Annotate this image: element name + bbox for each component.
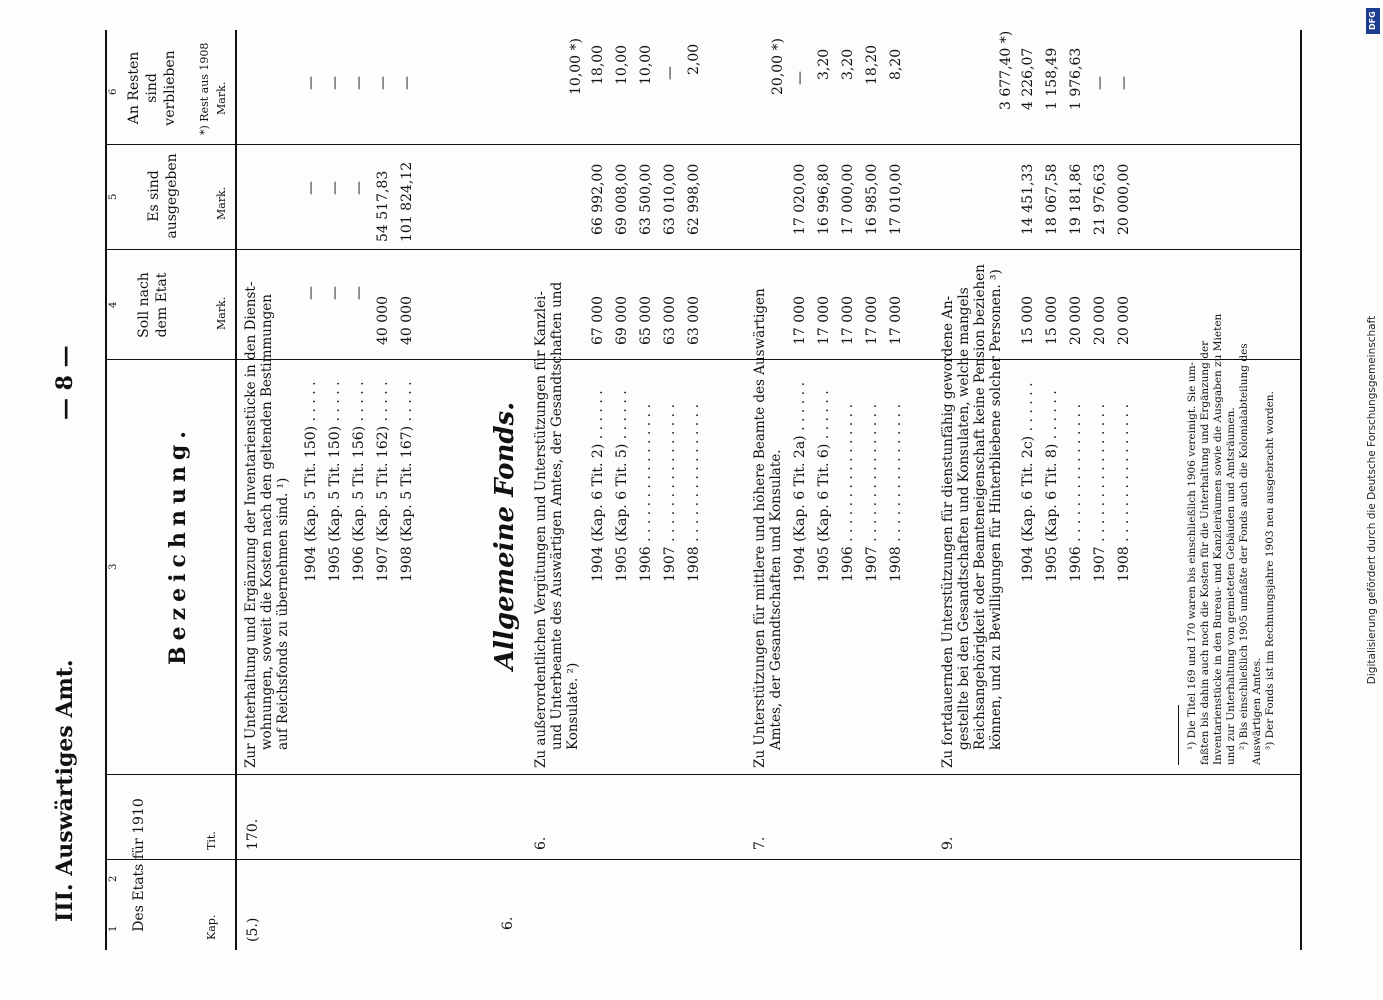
block3-row5-aus: 17 010,00 bbox=[888, 163, 904, 235]
block1-row3-label: 1906 (Kap. 5 Tit. 156) . . . . . bbox=[351, 381, 367, 582]
block4-row5-soll: 20 000 bbox=[1116, 296, 1132, 345]
block4-row5-label: 1908 . . . . . . . . . . . . . . . . bbox=[1116, 403, 1132, 582]
block3-row1-aus: 17 020,00 bbox=[792, 163, 808, 235]
block1-row5-rest: — bbox=[399, 76, 415, 90]
header-ausgegeben: Es sind ausgegeben bbox=[146, 153, 180, 239]
block3-row5-label: 1908 . . . . . . . . . . . . . . . . bbox=[888, 403, 904, 582]
block3-row3-rest: 3,20 bbox=[840, 48, 856, 80]
page-number: — 8 — bbox=[52, 345, 78, 420]
top-rule bbox=[105, 30, 107, 950]
block4-row3-aus: 19 181,86 bbox=[1068, 163, 1084, 235]
block2-row2-rest: 10,00 bbox=[614, 44, 630, 85]
block2-row1-soll: 67 000 bbox=[590, 296, 606, 345]
block3-row5-rest: 8,20 bbox=[888, 48, 904, 80]
block2-row4-rest: — bbox=[662, 66, 678, 80]
block2-desc-1: Zu außerordentlichen Vergütungen und Unterstützungen für Kanzlei- bbox=[533, 291, 549, 768]
block2-kap: 6. bbox=[500, 916, 516, 930]
divider-col1 bbox=[105, 859, 1300, 860]
block2-rest-pre: 10,00 *) bbox=[568, 38, 584, 95]
block2-row5-aus: 62 998,00 bbox=[686, 163, 702, 235]
block2-row5-rest: 2,00 bbox=[686, 43, 702, 75]
header-etats: Des Etats für 1910 bbox=[131, 798, 147, 932]
block4-row3-soll: 20 000 bbox=[1068, 296, 1084, 345]
divider-col5 bbox=[105, 144, 1300, 145]
col-number-5: 5 bbox=[108, 193, 119, 200]
block3-row4-rest: 18,20 bbox=[864, 44, 880, 85]
block4-row4-rest: — bbox=[1092, 76, 1108, 90]
footnote-rule bbox=[1178, 705, 1179, 765]
divider-col4 bbox=[105, 249, 1300, 250]
footnote-1: ¹) Die Titel 169 und 170 waren bis einschließlich 1906 vereinigt. Sie um- bbox=[1186, 361, 1198, 750]
header-resten: An Resten sind verblieben bbox=[126, 50, 178, 126]
block1-row5-soll: 40 000 bbox=[399, 296, 415, 345]
block1-desc-1: Zur Unterhaltung und Ergänzung der Inventarienstücke in den Dienst- bbox=[243, 281, 259, 768]
block1-row5-aus: 101 824,12 bbox=[399, 161, 415, 242]
header-kap: Kap. bbox=[205, 914, 218, 940]
block2-row2-label: 1905 (Kap. 6 Tit. 5) . . . . . . bbox=[614, 390, 630, 582]
block1-row2-soll: — bbox=[327, 286, 343, 300]
block4-row4-label: 1907 . . . . . . . . . . . . . . . . bbox=[1092, 403, 1108, 582]
col-number-6: 6 bbox=[108, 88, 119, 95]
block3-row4-label: 1907 . . . . . . . . . . . . . . . . bbox=[864, 403, 880, 582]
block4-row2-aus: 18 067,58 bbox=[1044, 163, 1060, 235]
block3-row3-soll: 17 000 bbox=[840, 296, 856, 345]
block1-row3-aus: — bbox=[351, 181, 367, 195]
block4-row5-rest: — bbox=[1116, 76, 1132, 90]
block3-tit: 7. bbox=[752, 836, 768, 850]
block2-title: Allgemeine Fonds. bbox=[490, 401, 520, 670]
col-number-2: 2 bbox=[108, 875, 119, 882]
block2-row5-label: 1908 . . . . . . . . . . . . . . . . bbox=[686, 403, 702, 582]
block3-row2-rest: 3,20 bbox=[816, 48, 832, 80]
block3-row1-rest: — bbox=[792, 71, 808, 85]
block3-row2-label: 1905 (Kap. 6 Tit. 6) . . . . . . bbox=[816, 390, 832, 582]
block4-row1-label: 1904 (Kap. 6 Tit. 2c) . . . . . . bbox=[1020, 382, 1036, 582]
block2-row3-label: 1906 . . . . . . . . . . . . . . . . bbox=[638, 403, 654, 582]
footnote-1b: faßten bis dahin auch noch die Kosten für die Unterhaltung und Ergänzung der bbox=[1199, 340, 1211, 765]
block1-row1-label: 1904 (Kap. 5 Tit. 150) . . . . . bbox=[303, 381, 319, 582]
divider-col3 bbox=[105, 359, 1300, 360]
block1-row2-rest: — bbox=[327, 76, 343, 90]
block4-desc-2: gestellte bei den Gesandtschaften und Konsulaten, welche mangels bbox=[956, 287, 972, 750]
block3-desc-2: Amtes, der Gesandtschaften und Konsulate. bbox=[768, 449, 784, 750]
block4-row2-label: 1905 (Kap. 6 Tit. 8) . . . . . . bbox=[1044, 390, 1060, 582]
block2-row4-soll: 63 000 bbox=[662, 296, 678, 345]
block1-row4-soll: 40 000 bbox=[375, 296, 391, 345]
block2-row2-soll: 69 000 bbox=[614, 296, 630, 345]
block4-tit: 9. bbox=[940, 836, 956, 850]
block1-row1-soll: — bbox=[303, 286, 319, 300]
block3-row3-label: 1906 . . . . . . . . . . . . . . . . bbox=[840, 403, 856, 582]
block2-row3-aus: 63 500,00 bbox=[638, 163, 654, 235]
divider-col2 bbox=[105, 774, 1300, 775]
block1-row5-label: 1908 (Kap. 5 Tit. 167) . . . . . bbox=[399, 381, 415, 582]
block1-row2-label: 1905 (Kap. 5 Tit. 150) . . . . . bbox=[327, 381, 343, 582]
block2-row1-aus: 66 992,00 bbox=[590, 163, 606, 235]
col-number-4: 4 bbox=[108, 301, 119, 308]
block3-row2-aus: 16 996,80 bbox=[816, 163, 832, 235]
block1-desc-2: wohnungen, soweit die Kosten nach den geltenden Bestimmungen bbox=[259, 294, 275, 750]
block1-desc-3: auf Reichsfonds zu übernehmen sind. ¹) bbox=[275, 477, 291, 750]
block1-row1-aus: — bbox=[303, 181, 319, 195]
block1-row3-rest: — bbox=[351, 76, 367, 90]
block4-desc-3: Reichsangehörigkeit oder Beamteneigenschaft keine Pension beziehen bbox=[972, 264, 988, 750]
block2-row2-aus: 69 008,00 bbox=[614, 163, 630, 235]
block2-row5-soll: 63 000 bbox=[686, 296, 702, 345]
footnote-1c: Inventarienstücke in den Bureau- und Kanzleiräumen sowie die Ausgaben zu Mieten bbox=[1212, 313, 1224, 765]
block4-desc-1: Zu fortdauernden Unterstützungen für dienstunfähig gewordene An- bbox=[940, 295, 956, 768]
block1-row3-soll: — bbox=[351, 286, 367, 300]
block2-row1-label: 1904 (Kap. 6 Tit. 2) . . . . . . bbox=[590, 390, 606, 582]
block3-row3-aus: 17 000,00 bbox=[840, 163, 856, 235]
block2-row4-label: 1907 . . . . . . . . . . . . . . . . bbox=[662, 403, 678, 582]
block3-row1-soll: 17 000 bbox=[792, 296, 808, 345]
block2-desc-3: Konsulate. ²) bbox=[565, 662, 581, 750]
block2-tit: 6. bbox=[533, 836, 549, 850]
block1-row4-rest: — bbox=[375, 76, 391, 90]
block4-rest-pre: 3 677,40 *) bbox=[998, 30, 1014, 110]
block3-row4-aus: 16 985,00 bbox=[864, 163, 880, 235]
header-soll: Soll nach dem Etat bbox=[136, 272, 170, 338]
block4-row4-aus: 21 976,63 bbox=[1092, 163, 1108, 235]
block2-row4-aus: 63 010,00 bbox=[662, 163, 678, 235]
block3-row1-label: 1904 (Kap. 6 Tit. 2a) . . . . . . bbox=[792, 381, 808, 582]
block4-row5-aus: 20 000,00 bbox=[1116, 163, 1132, 235]
block2-row3-soll: 65 000 bbox=[638, 296, 654, 345]
block1-row4-aus: 54 517,83 bbox=[375, 170, 391, 242]
block3-row2-soll: 17 000 bbox=[816, 296, 832, 345]
block4-row1-aus: 14 451,33 bbox=[1020, 163, 1036, 235]
block4-row3-label: 1906 . . . . . . . . . . . . . . . . bbox=[1068, 403, 1084, 582]
header-mark-6: Mark. bbox=[215, 81, 228, 115]
block4-row3-rest: 1 976,63 bbox=[1068, 47, 1084, 110]
footnote-3: ³) Der Fonds ist im Rechnungsjahre 1903 neu ausgebracht worden. bbox=[1264, 391, 1276, 750]
block1-kap: (5.) bbox=[245, 917, 261, 942]
block3-rest-pre: 20,00 *) bbox=[770, 38, 786, 95]
block3-desc-1: Zu Unterstützungen für mittlere und höhere Beamte des Auswärtigen bbox=[752, 288, 768, 768]
bottom-rule bbox=[1300, 30, 1302, 950]
col-number-3: 3 bbox=[108, 563, 119, 570]
block2-desc-2: und Unterbeamte des Auswärtigen Amtes, der Gesandtschaften und bbox=[549, 281, 565, 750]
header-rule bbox=[235, 30, 237, 950]
header-tit: Tit. bbox=[205, 831, 218, 850]
digitization-credit: Digitalisierung gefördert durch die Deutsche Forschungsgemeinschaft bbox=[1366, 315, 1378, 685]
block1-row4-label: 1907 (Kap. 5 Tit. 162) . . . . . bbox=[375, 381, 391, 582]
footnote-2: ²) Bis einschließlich 1905 umfaßte der Fonds auch die Kolonialabteilung des bbox=[1238, 343, 1250, 750]
block4-row1-rest: 4 226,07 bbox=[1020, 47, 1036, 110]
dfg-logo: DFG bbox=[1366, 8, 1380, 34]
header-mark-4: Mark. bbox=[215, 296, 228, 330]
header-mark-5: Mark. bbox=[215, 186, 228, 220]
block4-desc-4: können, und zu Bewilligungen für Hinterbliebene solcher Personen. ³) bbox=[988, 269, 1004, 750]
block4-row1-soll: 15 000 bbox=[1020, 296, 1036, 345]
block1-row2-aus: — bbox=[327, 181, 343, 195]
footnote-1d: und zur Unterhaltung von gemieteten Gebäuden und Amtsräumen. bbox=[1225, 407, 1237, 765]
block3-row4-soll: 17 000 bbox=[864, 296, 880, 345]
block2-row1-rest: 18,00 bbox=[590, 44, 606, 85]
block4-row2-soll: 15 000 bbox=[1044, 296, 1060, 345]
block4-row4-soll: 20 000 bbox=[1092, 296, 1108, 345]
block1-row1-rest: — bbox=[303, 76, 319, 90]
section-title: III. Auswärtiges Amt. bbox=[52, 659, 78, 922]
footnote-2b: Auswärtigen Amtes. bbox=[1251, 657, 1263, 765]
col-number-1: 1 bbox=[108, 925, 119, 932]
block4-row2-rest: 1 158,49 bbox=[1044, 47, 1060, 110]
block2-row3-rest: 10,00 bbox=[638, 44, 654, 85]
header-resten-note: *) Rest aus 1908 bbox=[198, 42, 211, 135]
header-bezeichnung: Bezeichnung. bbox=[165, 425, 191, 665]
block3-row5-soll: 17 000 bbox=[888, 296, 904, 345]
block1-tit: 170. bbox=[245, 818, 261, 850]
